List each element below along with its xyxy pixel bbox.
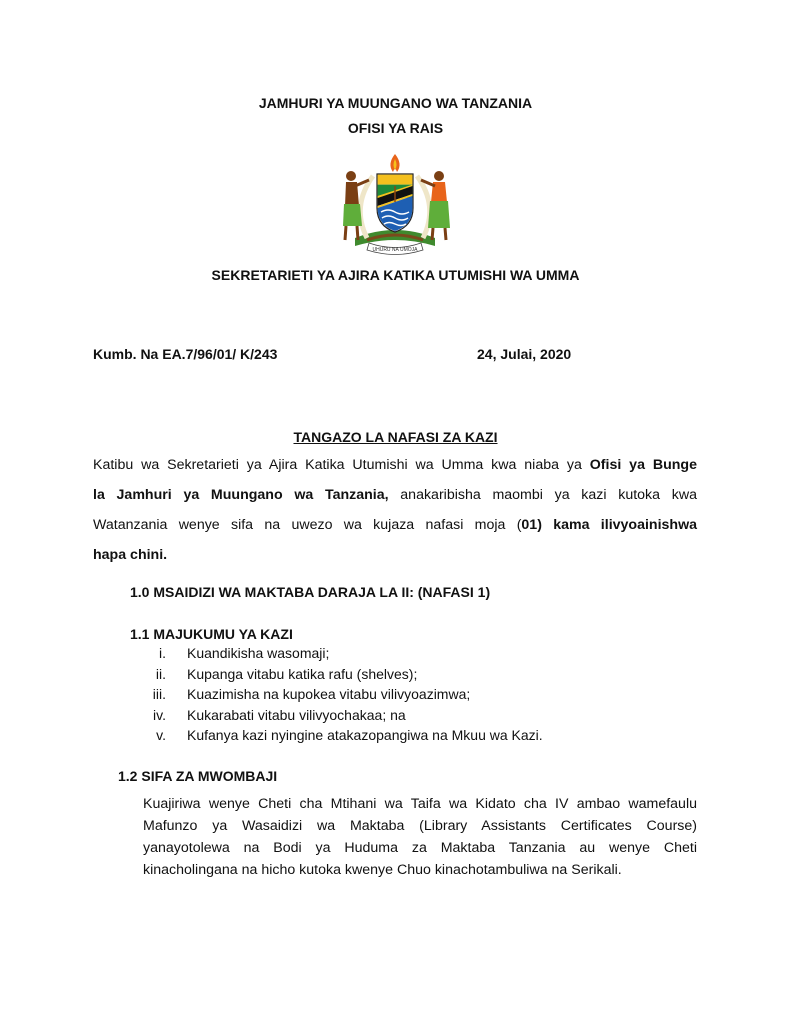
header-office: OFISI YA RAIS <box>347 120 444 136</box>
section-heading-position: 1.0 MSAIDIZI WA MAKTABA DARAJA LA II: (NAFASI 1) <box>130 584 491 600</box>
intro-line: Watanzania wenye sifa na uwezo wa kujaza nafasi moja (01) kama ilivyoainishwa <box>93 517 697 533</box>
coat-of-arms-emblem <box>337 146 453 256</box>
header-republic: JAMHURI YA MUUNGANO WA TANZANIA <box>258 95 533 111</box>
employer-name: Ofisi ya Bunge <box>589 457 697 473</box>
header-secretariat: SEKRETARIETI YA AJIRA KATIKA UTUMISHI WA UMMA <box>211 267 580 283</box>
qualifications-paragraph: Kuajiriwa wenye Cheti cha Mtihani wa Taifa wa Kidato cha IV ambao wamefaulu Mafunzo ya Wasaidizi wa Maktaba (Library Assistants Certificates Course) yanayotolewa na Bodi ya Huduma za Maktaba Tanzania au wenye Cheti kinacholingana na hicho kutoka kwenye Chuo kinachotambuliwa na Serikali. <box>143 796 697 878</box>
reference-date: 24, Julai, 2020 <box>477 346 572 362</box>
reference-number: Kumb. Na EA.7/96/01/ K/243 <box>93 346 278 362</box>
section-heading-qualifications: 1.2 SIFA ZA MWOMBAJI <box>118 768 278 784</box>
intro-paragraph <box>93 450 697 570</box>
section-heading-duties: 1.1 MAJUKUMU YA KAZI <box>130 626 293 642</box>
intro-line: Katibu wa Sekretarieti ya Ajira Katika Utumishi wa Umma kwa niaba ya Ofisi ya Bunge <box>93 457 697 473</box>
advert-title: TANGAZO LA NAFASI ZA KAZI <box>293 429 498 445</box>
document-page: JAMHURI YA MUUNGANO WA TANZANIA OFISI YA RAIS UHURU NA UMOJA SEKRETARIETI YA AJIRA KATIKA UTUMISHI WA UMMA Kumb. Na EA.7/96/01/ K/243 24, Julai, 2020 TANGAZO LA NAFASI ZA KAZI Katibu wa Sekretarieti ya Ajira Katika Utumishi wa Umma kwa niaba ya Ofisi ya Bunge la Jamhuri ya Muungano wa Tanzania, anakaribisha maombi ya kazi kutoka kwa Watanzania wenye sifa na uwezo wa kujaza nafasi moja (01) kama ilivyoainishwa hapa chini. 1.0 MSAIDIZI WA MAKTABA DARAJA LA II: (NAFASI 1) 1.1 MAJUKUMU YA KAZI i. Kuandikisha wasomaji; ii. Kupanga vitabu katika rafu (shelves); iii. Kuazimisha na kupokea vitabu vilivyoazimwa; iv. Kukarabati vitabu vilivyochakaa; na v. Kufanya kazi nyingine atakazopangiwa na Mkuu wa Kazi. 1.2 SIFA ZA MWOMBAJI Kuajiriwa wenye Cheti cha Mtihani wa Taifa wa Kidato cha IV ambao wamefaulu Mafunzo ya Wasaidizi wa Maktaba (Library Assistants Certificates Course) yanayotolewa na Bodi ya Huduma za Maktaba Tanzania au wenye Cheti kinacholingana na hicho kutoka kwenye Chuo kinachotambuliwa na Serikali. <box>0 0 791 1024</box>
vacancy-count: 01) kama ilivyoainishwa <box>521 517 697 533</box>
intro-line: la Jamhuri ya Muungano wa Tanzania, anakaribisha maombi ya kazi kutoka kwa <box>93 487 697 503</box>
intro-line: hapa chini. <box>93 547 168 563</box>
employer-name-cont: la Jamhuri ya Muungano wa Tanzania, <box>93 487 389 503</box>
emblem-motto: UHURU NA UMOJA <box>372 247 418 253</box>
